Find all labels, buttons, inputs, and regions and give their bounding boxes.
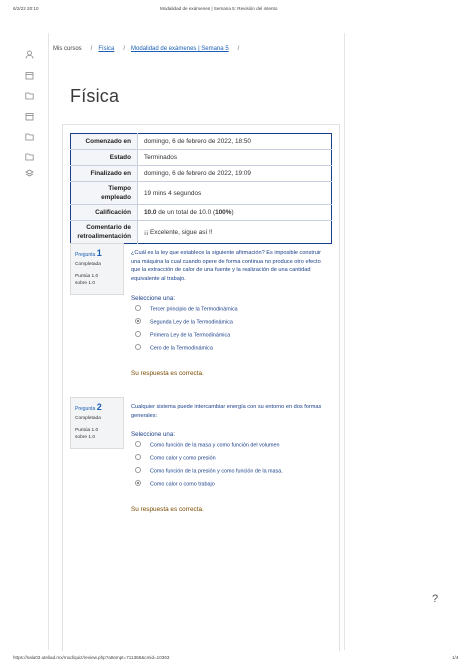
radio-button[interactable] [135,467,141,473]
radio-button-selected[interactable] [135,318,141,324]
question-number-value: 1 [96,248,102,258]
question-points-scored: Puntúa 1.0 [75,274,99,279]
started-value: domingo, 6 de febrero de 2022, 18:50 [144,138,251,145]
state-label: Estado [71,150,138,166]
grade-label: Calificación [71,205,138,221]
answer-feedback: Su respuesta es correcta. [131,370,204,377]
answer-option[interactable] [135,442,279,448]
grade-percent: 100% [215,209,232,216]
grade-score: 10.0 [144,209,157,216]
answer-prompt: Seleccione una: [131,295,176,302]
radio-button[interactable] [135,344,141,350]
answer-option-label: Primera Ley de la Termodinámica [150,332,231,339]
radio-button[interactable] [135,441,141,447]
summary-row [71,205,332,221]
grade-value [138,205,332,221]
question-number-value: 2 [96,402,102,412]
question-text: ¿Cuál es la ley que establece la siguiente afirmación? Es imposible construir una máquina la cual cuando opere de forma continua no produce otro efecto que la extracción de calor de una fuente y la realización de una cantidad equivalente al trabajo. [131,250,321,282]
attempt-summary-table [70,133,332,244]
summary-row [71,166,332,182]
answer-option-label: Segunda Ley de la Termodinámica [150,319,233,326]
question-number [75,248,102,258]
state-value: Terminados [138,150,332,166]
answer-option-label: Tercer principio de la Termodinámica [150,306,238,313]
question-points-scored: Puntúa 1.0 [75,428,99,433]
answer-option[interactable] [135,332,230,338]
breadcrumb-separator: / [123,46,126,52]
breadcrumb-course[interactable]: Física [98,46,115,52]
time-taken-label: Tiempo empleado [71,182,138,205]
question-state: Completada [75,416,101,421]
question-text: Cualquier sistema puede intercambiar energía con su entorno en dos formas generales: [131,404,322,419]
radio-button-selected[interactable] [135,480,141,486]
feedback-value: ¡¡ Excelente, sigue así !! [138,221,332,244]
answer-option-label: Como calor y como presión [150,455,216,462]
folder-icon[interactable] [25,152,34,161]
right-divider [344,33,345,650]
summary-row [71,182,332,205]
answer-option[interactable] [135,481,215,487]
page-title: Física [70,86,120,106]
breadcrumb-separator: / [90,46,93,52]
print-datetime: 6/2/22 20:10 [13,6,39,11]
user-icon[interactable] [25,50,34,59]
calendar-icon[interactable] [25,71,34,80]
question-label: Pregunta [75,252,96,258]
summary-row [71,150,332,166]
question-points [75,427,98,441]
answer-option[interactable] [135,455,216,461]
answer-option[interactable] [135,468,283,474]
left-nav-drawer [12,33,49,650]
answer-option-label: Como función de la presión y como función de la masa. [150,468,283,475]
started-label: Comenzado en [71,134,138,150]
answer-feedback: Su respuesta es correcta. [131,506,204,513]
answer-option-label: Como función de la masa y como función del volumen [150,442,280,449]
question-label: Pregunta [75,406,96,412]
question-state: Completada [75,262,101,267]
print-page-number: 1/4 [452,655,459,660]
summary-row [71,221,332,244]
question-info-box [70,243,124,295]
breadcrumb-quiz[interactable]: Modalidad de exámenes | Semana 5 [131,46,229,52]
breadcrumb-separator: / [237,46,240,52]
grade-close: ) [231,209,234,216]
question-number [75,402,102,412]
radio-button[interactable] [135,454,141,460]
finished-label: Finalizado en [71,166,138,182]
question-points-max: sobre 1.0 [75,435,96,440]
time-taken-value: 19 mins 4 segundos [138,182,332,205]
radio-button[interactable] [135,305,141,311]
finished-value: domingo, 6 de febrero de 2022, 19:09 [138,166,332,182]
answer-prompt: Seleccione una: [131,431,176,438]
answer-option-label: Como calor o como trabajo [150,481,215,488]
grade-total: de un total de 10.0 ( [156,209,216,216]
question-points [75,273,98,287]
answer-option[interactable] [135,345,213,351]
summary-row [71,134,332,150]
print-url: https://sala03.uteliad.mx/mod/quiz/review.php?attempt=711368&cmid=10363 [13,655,170,660]
print-title: Modalidad de exámenes | Semana 5: Revisión del intento [160,6,278,11]
breadcrumb-my-courses[interactable]: Mis cursos [53,46,82,52]
radio-button[interactable] [135,331,141,337]
calendar-icon[interactable] [25,112,34,121]
folder-icon[interactable] [25,91,34,100]
layers-icon[interactable] [25,169,34,178]
answer-option-label: Cero de la Termodinámica [150,345,213,352]
question-points-max: sobre 1.0 [75,281,96,286]
answer-option[interactable] [135,319,233,325]
feedback-label: Comentario de retroalimentación [71,221,138,244]
help-question-icon[interactable]: ? [432,593,439,605]
answer-option[interactable] [135,306,238,312]
breadcrumb [53,46,245,52]
question-info-box [70,397,124,449]
folder-icon[interactable] [25,132,34,141]
